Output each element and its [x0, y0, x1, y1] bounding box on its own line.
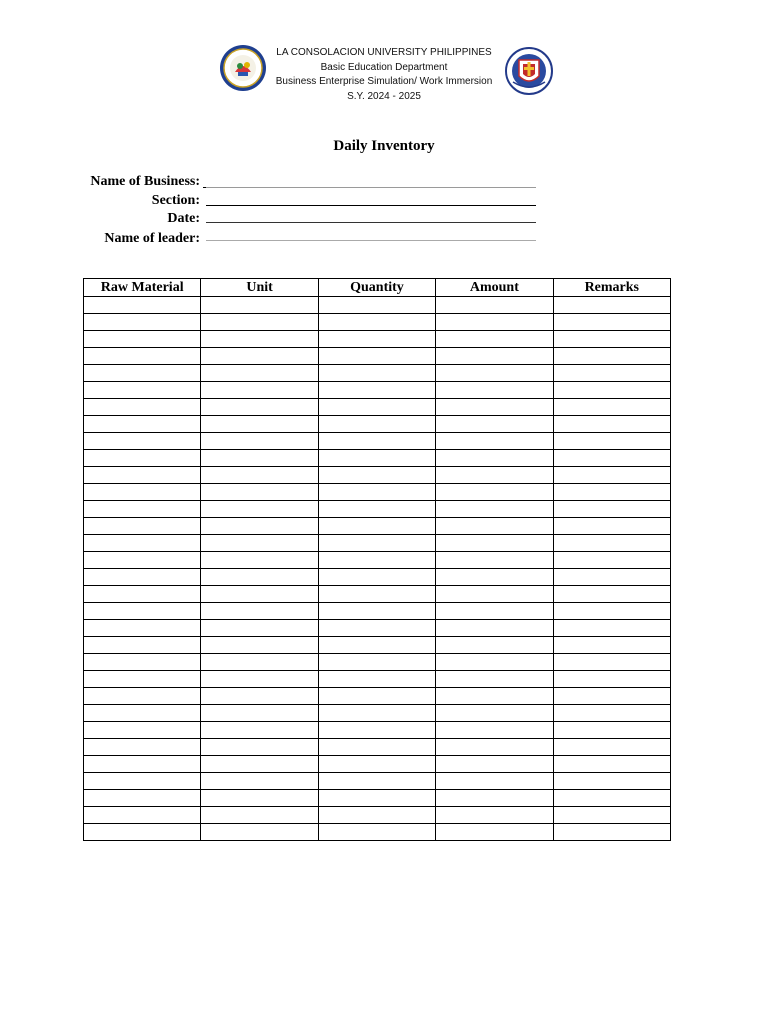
table-cell[interactable]	[553, 450, 670, 467]
table-cell[interactable]	[84, 535, 201, 552]
table-cell[interactable]	[436, 552, 553, 569]
table-row	[84, 433, 671, 450]
table-row	[84, 484, 671, 501]
table-cell[interactable]	[318, 535, 435, 552]
table-cell[interactable]	[84, 314, 201, 331]
document-title: Daily Inventory	[333, 138, 435, 154]
table-cell[interactable]	[553, 348, 670, 365]
business-name-field[interactable]	[206, 187, 536, 188]
table-cell[interactable]	[318, 467, 435, 484]
section-field[interactable]	[206, 205, 536, 206]
table-cell[interactable]	[84, 450, 201, 467]
table-cell[interactable]	[201, 603, 318, 620]
table-cell[interactable]	[553, 416, 670, 433]
table-cell[interactable]	[201, 807, 318, 824]
date-field[interactable]	[206, 222, 536, 223]
table-cell[interactable]	[436, 756, 553, 773]
table-cell[interactable]	[318, 586, 435, 603]
table-cell[interactable]	[318, 382, 435, 399]
table-cell[interactable]	[84, 433, 201, 450]
table-cell[interactable]	[436, 790, 553, 807]
table-cell[interactable]	[436, 365, 553, 382]
table-row	[84, 569, 671, 586]
table-cell[interactable]	[436, 824, 553, 841]
table-row	[84, 705, 671, 722]
table-row	[84, 331, 671, 348]
table-cell[interactable]	[436, 433, 553, 450]
table-cell[interactable]	[553, 535, 670, 552]
university-seal-icon	[219, 44, 267, 92]
table-cell[interactable]	[553, 773, 670, 790]
table-row	[84, 790, 671, 807]
table-cell[interactable]	[318, 722, 435, 739]
table-cell[interactable]	[84, 365, 201, 382]
table-cell[interactable]	[318, 637, 435, 654]
table-cell[interactable]	[553, 790, 670, 807]
table-cell[interactable]	[553, 671, 670, 688]
table-cell[interactable]	[318, 824, 435, 841]
table-cell[interactable]	[201, 399, 318, 416]
department-name: Basic Education Department	[320, 61, 448, 73]
school-year: S.Y. 2024 - 2025	[347, 90, 421, 102]
table-row	[84, 416, 671, 433]
table-cell[interactable]	[201, 824, 318, 841]
table-cell[interactable]	[436, 348, 553, 365]
table-cell[interactable]	[201, 722, 318, 739]
table-cell[interactable]	[318, 552, 435, 569]
table-cell[interactable]	[201, 484, 318, 501]
table-cell[interactable]	[201, 450, 318, 467]
table-cell[interactable]	[201, 671, 318, 688]
table-cell[interactable]	[553, 382, 670, 399]
table-cell[interactable]	[553, 433, 670, 450]
table-cell[interactable]	[553, 331, 670, 348]
table-cell[interactable]	[436, 654, 553, 671]
table-cell[interactable]	[436, 467, 553, 484]
table-row	[84, 688, 671, 705]
table-cell[interactable]	[201, 688, 318, 705]
table-cell[interactable]	[553, 314, 670, 331]
table-cell[interactable]	[318, 790, 435, 807]
table-cell[interactable]	[318, 484, 435, 501]
business-name-label: Name of Business:	[90, 174, 200, 189]
table-row	[84, 824, 671, 841]
table-header-row	[84, 279, 671, 297]
table-row	[84, 807, 671, 824]
school-crest-icon	[505, 46, 553, 96]
table-cell[interactable]	[436, 399, 553, 416]
table-cell[interactable]	[318, 314, 435, 331]
table-cell[interactable]	[436, 586, 553, 603]
inventory-table	[83, 278, 671, 841]
table-row	[84, 535, 671, 552]
table-cell[interactable]	[201, 569, 318, 586]
table-cell[interactable]	[553, 297, 670, 314]
table-cell[interactable]	[436, 518, 553, 535]
table-cell[interactable]	[553, 824, 670, 841]
inventory-table-body	[84, 297, 671, 841]
table-cell[interactable]	[84, 688, 201, 705]
table-cell[interactable]	[436, 450, 553, 467]
table-row	[84, 586, 671, 603]
table-cell[interactable]	[201, 637, 318, 654]
table-cell[interactable]	[84, 654, 201, 671]
table-cell[interactable]	[318, 365, 435, 382]
table-cell[interactable]	[553, 467, 670, 484]
institution-heading	[262, 46, 506, 104]
table-cell[interactable]	[201, 620, 318, 637]
table-cell[interactable]	[201, 433, 318, 450]
table-cell[interactable]	[201, 790, 318, 807]
table-cell[interactable]	[201, 365, 318, 382]
table-cell[interactable]	[318, 450, 435, 467]
table-row	[84, 603, 671, 620]
table-row	[84, 552, 671, 569]
table-cell[interactable]	[201, 756, 318, 773]
table-cell[interactable]	[436, 416, 553, 433]
table-row	[84, 450, 671, 467]
table-cell[interactable]	[553, 756, 670, 773]
table-cell[interactable]	[436, 637, 553, 654]
table-cell[interactable]	[201, 416, 318, 433]
table-cell[interactable]	[436, 382, 553, 399]
table-cell[interactable]	[318, 501, 435, 518]
table-cell[interactable]	[84, 620, 201, 637]
table-cell[interactable]	[553, 399, 670, 416]
table-row	[84, 348, 671, 365]
table-cell[interactable]	[84, 552, 201, 569]
table-cell[interactable]	[201, 552, 318, 569]
table-row	[84, 637, 671, 654]
table-cell[interactable]	[201, 297, 318, 314]
table-cell[interactable]	[84, 331, 201, 348]
table-cell[interactable]	[436, 722, 553, 739]
table-cell[interactable]	[318, 739, 435, 756]
table-row	[84, 773, 671, 790]
table-cell[interactable]	[84, 484, 201, 501]
table-cell[interactable]	[84, 722, 201, 739]
table-cell[interactable]	[318, 297, 435, 314]
table-cell[interactable]	[84, 790, 201, 807]
table-cell[interactable]	[318, 348, 435, 365]
table-cell[interactable]	[84, 824, 201, 841]
table-cell[interactable]	[318, 705, 435, 722]
table-cell[interactable]	[84, 399, 201, 416]
table-cell[interactable]	[318, 654, 435, 671]
table-cell[interactable]	[436, 535, 553, 552]
table-row	[84, 654, 671, 671]
table-cell[interactable]	[318, 416, 435, 433]
table-cell[interactable]	[84, 586, 201, 603]
leader-name-field[interactable]	[206, 240, 536, 241]
table-cell[interactable]	[84, 297, 201, 314]
table-cell[interactable]	[84, 756, 201, 773]
table-cell[interactable]	[318, 688, 435, 705]
table-cell[interactable]	[318, 399, 435, 416]
table-cell[interactable]	[436, 501, 553, 518]
table-cell[interactable]	[553, 484, 670, 501]
institution-name: LA CONSOLACION UNIVERSITY PHILIPPINES	[276, 47, 492, 58]
table-cell[interactable]	[436, 603, 553, 620]
table-cell[interactable]	[84, 807, 201, 824]
table-cell[interactable]	[553, 688, 670, 705]
table-cell[interactable]	[553, 637, 670, 654]
table-cell[interactable]	[84, 518, 201, 535]
table-cell[interactable]	[318, 603, 435, 620]
table-cell[interactable]	[318, 671, 435, 688]
table-cell[interactable]	[553, 569, 670, 586]
section-label: Section:	[151, 193, 200, 208]
table-cell[interactable]	[318, 756, 435, 773]
table-cell[interactable]	[201, 705, 318, 722]
column-header-amount: Amount	[436, 279, 553, 297]
table-row	[84, 399, 671, 416]
table-cell[interactable]	[201, 535, 318, 552]
table-cell[interactable]	[553, 807, 670, 824]
table-row	[84, 756, 671, 773]
table-cell[interactable]	[201, 773, 318, 790]
table-row	[84, 382, 671, 399]
table-cell[interactable]	[201, 739, 318, 756]
table-cell[interactable]	[84, 382, 201, 399]
table-row	[84, 518, 671, 535]
table-cell[interactable]	[436, 688, 553, 705]
table-cell[interactable]	[201, 314, 318, 331]
table-cell[interactable]	[84, 416, 201, 433]
column-header-raw-material: Raw Material	[84, 279, 201, 297]
leader-name-label: Name of leader:	[104, 231, 200, 246]
table-cell[interactable]	[436, 569, 553, 586]
table-cell[interactable]	[436, 739, 553, 756]
column-header-quantity: Quantity	[318, 279, 435, 297]
table-cell[interactable]	[553, 552, 670, 569]
table-row	[84, 671, 671, 688]
table-cell[interactable]	[201, 586, 318, 603]
table-cell[interactable]	[84, 467, 201, 484]
table-cell[interactable]	[436, 705, 553, 722]
table-cell[interactable]	[318, 773, 435, 790]
table-cell[interactable]	[84, 348, 201, 365]
table-cell[interactable]	[84, 603, 201, 620]
table-cell[interactable]	[84, 739, 201, 756]
table-cell[interactable]	[318, 518, 435, 535]
table-cell[interactable]	[201, 518, 318, 535]
table-cell[interactable]	[553, 705, 670, 722]
table-cell[interactable]	[553, 620, 670, 637]
table-cell[interactable]	[436, 807, 553, 824]
table-cell[interactable]	[201, 467, 318, 484]
table-cell[interactable]	[436, 484, 553, 501]
table-cell[interactable]	[201, 382, 318, 399]
table-cell[interactable]	[201, 654, 318, 671]
table-cell[interactable]	[84, 773, 201, 790]
column-header-remarks: Remarks	[553, 279, 670, 297]
table-row	[84, 297, 671, 314]
table-cell[interactable]	[318, 620, 435, 637]
table-cell[interactable]	[436, 671, 553, 688]
table-cell[interactable]	[201, 348, 318, 365]
date-label: Date:	[167, 211, 200, 226]
table-cell[interactable]	[84, 569, 201, 586]
table-row	[84, 739, 671, 756]
table-cell[interactable]	[201, 501, 318, 518]
table-cell[interactable]	[553, 603, 670, 620]
table-cell[interactable]	[84, 501, 201, 518]
table-row	[84, 467, 671, 484]
table-cell[interactable]	[318, 433, 435, 450]
table-row	[84, 501, 671, 518]
table-row	[84, 365, 671, 382]
table-cell[interactable]	[553, 518, 670, 535]
table-cell[interactable]	[436, 297, 553, 314]
table-row	[84, 314, 671, 331]
table-cell[interactable]	[553, 722, 670, 739]
document-header	[0, 44, 768, 110]
table-cell[interactable]	[318, 569, 435, 586]
table-row	[84, 620, 671, 637]
table-cell[interactable]	[318, 331, 435, 348]
table-cell[interactable]	[318, 807, 435, 824]
table-cell[interactable]	[436, 314, 553, 331]
table-cell[interactable]	[553, 654, 670, 671]
table-cell[interactable]	[553, 365, 670, 382]
table-cell[interactable]	[84, 705, 201, 722]
table-cell[interactable]	[84, 671, 201, 688]
table-cell[interactable]	[201, 331, 318, 348]
table-row	[84, 722, 671, 739]
table-cell[interactable]	[436, 331, 553, 348]
table-cell[interactable]	[436, 773, 553, 790]
table-cell[interactable]	[553, 501, 670, 518]
table-cell[interactable]	[553, 586, 670, 603]
table-cell[interactable]	[553, 739, 670, 756]
table-cell[interactable]	[84, 637, 201, 654]
program-name: Business Enterprise Simulation/ Work Immersion	[275, 76, 493, 87]
table-cell[interactable]	[436, 620, 553, 637]
column-header-unit: Unit	[201, 279, 318, 297]
